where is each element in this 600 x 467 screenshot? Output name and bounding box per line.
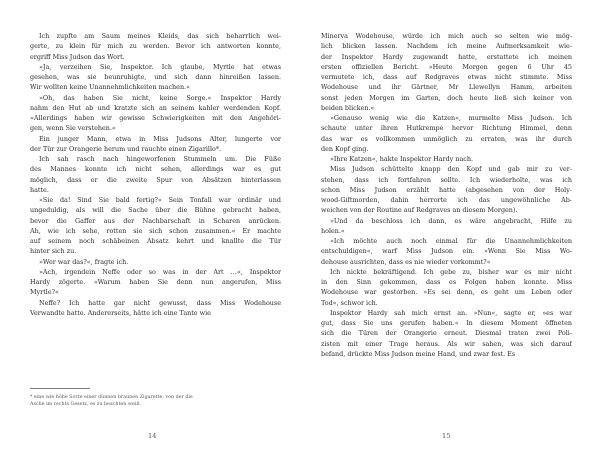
text-line: Neffe? Ich hatte gar nicht gewusst, dass Miss Wodehouse xyxy=(39,298,281,307)
text-line: hatte. xyxy=(30,185,49,194)
text-line: »Ach, irgendein Neffe oder so was in der Art …«, Inspektor xyxy=(39,267,281,276)
text-line: »Ihre Katzen«, hakte Inspektor Hardy nach. xyxy=(330,155,473,163)
text-line: schaute unter ihren Hutkrempe hervor Richtung Himmel, denn xyxy=(321,124,572,133)
footnote-line: * eine wie höhe Sorte einer dünnen braunen Zigarette, von der die xyxy=(30,395,193,400)
text-line: Inspektor Hardy sah mich ernst an. »Nun«, sagte er, »es war xyxy=(330,308,572,317)
text-line: dehouse ausrichten, dass es nie wieder vorkommt?« xyxy=(321,257,491,266)
text-line: entschuldigen«, warf Miss Judson ein. »Wenn Sie Miss Wo- xyxy=(321,247,572,256)
footnote-line: Asche im rechts Gesetz, es zu beachten weiß. xyxy=(30,402,142,408)
text-line: »Ja, verzeihen Sie, Inspektor. Ich glaube, Myrtle hat etwas xyxy=(39,62,281,71)
text-line: bevor die Gaffer aus der Nachbarschaft in Scharen anrücken. xyxy=(30,216,281,225)
text-line: möglich, dass er die zweite Spur von Absätzen hinterlassen xyxy=(30,175,281,184)
text-line: Wodehouse war gestorben. »Es sei denn, es geht um Leben oder xyxy=(321,288,572,297)
text-line: gesehen, was sie beunruhigte, und sich dann hinreißen lassen. xyxy=(30,73,281,81)
text-line: »Genauso wenig wie die Katzen«, murmelte Miss Judson. Ich xyxy=(330,114,572,122)
text-line: wood-Giftmorden, dahin herrorte ich das ungewöhnliche Ab- xyxy=(321,196,572,204)
text-line: schon Miss Judson erzählt hatte (abgesehen von der Holy- xyxy=(321,185,572,194)
text-line: sich die Türen der Orangerie erneut. Diesmal traten zwei Poli- xyxy=(321,329,572,338)
text-line: lich blicken lassen. Nachdem ich meine Aufmerksamkeit wie- xyxy=(321,42,572,51)
text-line: befand, drückte Miss Judson meine Hand, und zwar fest. Es xyxy=(321,349,516,358)
text-line: gen, wenn Sie verstehen.« xyxy=(30,124,116,133)
text-line: Minerva Wodehouse, würde ich mich auch so selten wie mög- xyxy=(321,32,572,40)
text-line: nahm den Hut ab und kratzte sich an seinem kahler werdenden Kopf. xyxy=(30,103,281,112)
text-line: in den Sinn gekommen, dass es Folgen haben konnte. Miss xyxy=(321,278,572,286)
text-line: Myrtle?« xyxy=(30,288,59,297)
text-line: Wodehouse und ihr Gärtner, Mr Llewellyn Hamm, arbeiten xyxy=(321,83,572,92)
text-line: »Ich möchte auch noch einmal für die Unannehmlichkeiten xyxy=(330,237,572,245)
text-line: Ah, wie ich sehe, rotten sie sich schon zusammen.« Er machte xyxy=(30,226,281,235)
text-line: »Wer war das?«, fragte ich. xyxy=(39,257,129,266)
text-line: der Inspektor Hardy zugewandt hatte, erstattete ich meinen xyxy=(321,52,572,61)
text-line: stehen, dass ich fortfahren sollte. Ich wiederholte, was ich xyxy=(321,175,572,184)
text-line: ergriff Miss Judson das Wort. xyxy=(30,52,125,61)
text-line: »Allerdings haben wir gewisse Schwierigkeiten mit den Angehöri- xyxy=(30,114,281,122)
text-line: Tod«, schwor ich. xyxy=(321,298,378,307)
text-line: Miss Judson schüttelte knapp den Kopf und gab mir zu ver- xyxy=(330,165,572,174)
text-line: zisten mit einer Trage heraus. Als wir sahen, was sich darauf xyxy=(321,339,572,348)
page-number-right: 15 xyxy=(442,432,451,440)
text-line: Ich zupfte am Saum meines Kleids, das sich beharrlich wei- xyxy=(39,32,281,40)
text-line: gut, dass Sie uns gerufen haben.« In diesem Moment öffneten xyxy=(321,319,572,327)
text-line: Verwandte hatte. Andererseits, hätte ich eine Tante wie xyxy=(30,308,211,317)
text-line: holen.« xyxy=(321,226,345,235)
text-line: »Und da beschloss ich dann, es wäre angebracht, Hilfe zu xyxy=(330,216,572,225)
text-line: ungeduldig, als will die Sache über die Bühne gebracht haben, xyxy=(30,206,281,215)
right-page-text xyxy=(321,31,572,359)
text-line: weichen von der Routine auf Redgraves an diesem Morgen). xyxy=(321,206,518,215)
text-line: auf seinem noch schäbeinen Absatz kehrt und knallte die Tür xyxy=(30,237,281,245)
text-line: »Sie da! Sind Sie bald fertig?« Sein Tonfall war ordinär und xyxy=(39,196,281,204)
text-line: Ein junger Mann, etwa in Miss Judsons Alter, lungerte vor xyxy=(39,134,281,143)
text-line: Wir wollten keine Unannehmlichkeiten machen.« xyxy=(30,83,190,92)
text-line: der Tür zur Orangerie herum und rauchte einen Zigarillo*. xyxy=(30,144,222,153)
text-line: ersten offiziellen Bericht. »Heute Morgen gegen 6 Uhr 45 xyxy=(321,62,572,71)
text-line: Ich nickte bekräftigend. Ich gebe zu, bisher war es mir nicht xyxy=(330,267,572,276)
text-line: sonst jeden Morgen im Garten, doch heute ließ sich keiner von xyxy=(321,93,572,102)
text-line: Ich sah rasch nach hingeworfenen Stummeln um. Die Füße xyxy=(39,155,281,163)
text-line: vermutete ich, dass auf Redgraves etwas nicht stimmte. Miss xyxy=(321,73,572,81)
text-line: Hardy zögerte. »Warum haben Sie denn nun angerufen, Miss xyxy=(30,278,281,286)
text-line: des Mannes konnte ich nicht sehen, allerdings war es gut xyxy=(30,165,281,174)
text-line: »Oh, das haben Sie nicht, keine Sorge.« Inspektor Hardy xyxy=(39,93,281,102)
text-line: beiden blicken.« xyxy=(321,103,375,112)
text-line: das war es vollkommen unmöglich zu erraten, was ihr durch xyxy=(321,134,572,143)
text-line: den Kopf ging. xyxy=(321,144,369,153)
footnote-divider xyxy=(30,388,90,389)
left-page-text xyxy=(30,31,281,318)
text-line: gerte, zu klein für mich zu werden. Bevor ich antworten konnte, xyxy=(30,42,281,51)
footnote xyxy=(30,394,270,408)
text-line: hinter sich zu. xyxy=(30,247,77,256)
page-number-left: 14 xyxy=(148,432,157,440)
